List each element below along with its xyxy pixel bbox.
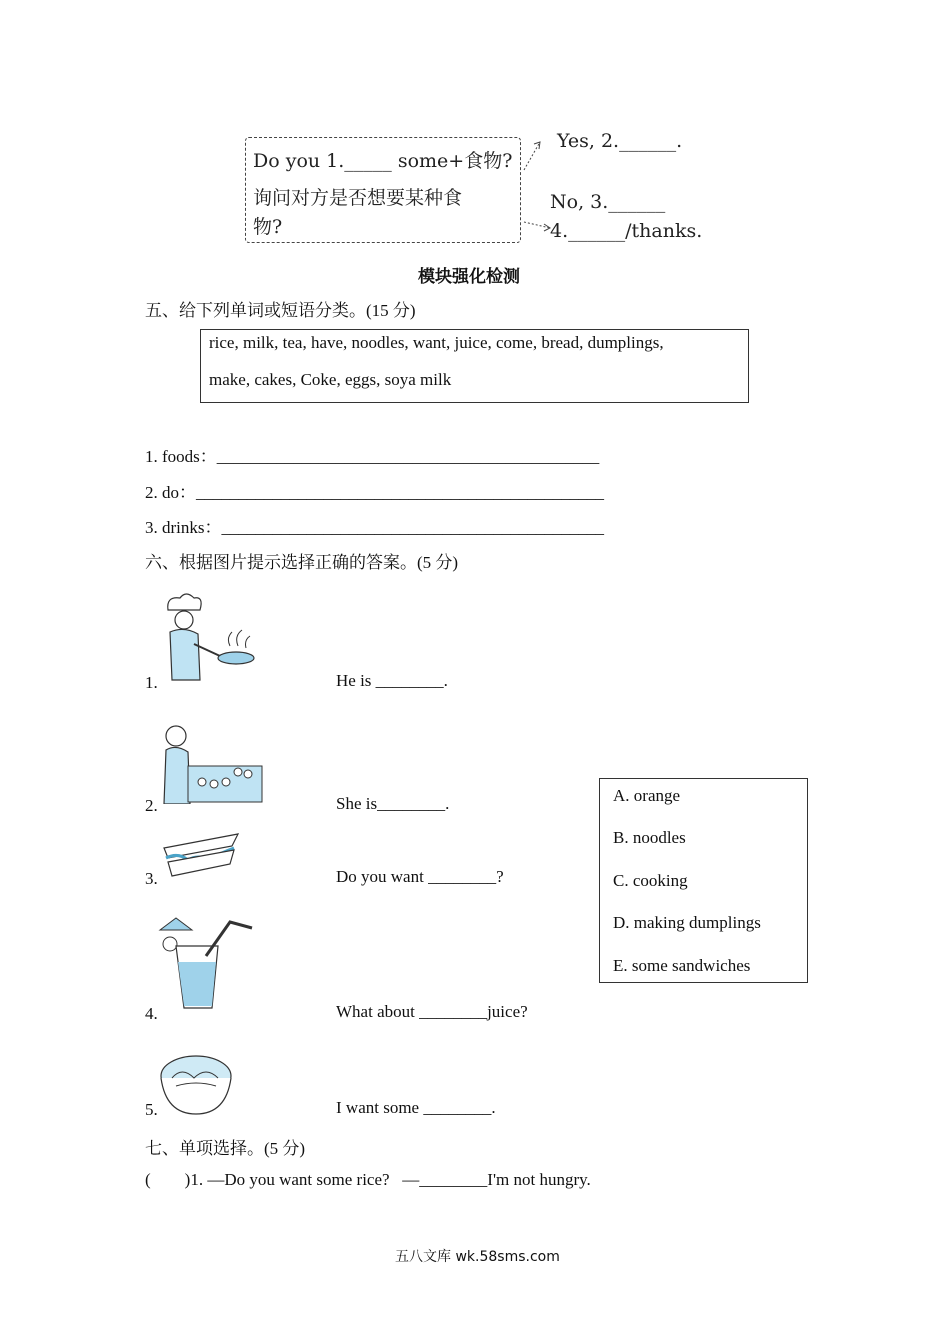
q3-text: Do you want ________? bbox=[336, 867, 504, 886]
dumpling-shape bbox=[210, 780, 218, 788]
question-line: Do you 1._____ some+食物? bbox=[253, 150, 513, 172]
woman-making-dumplings-picture bbox=[162, 722, 264, 804]
option-a: A. orange bbox=[613, 786, 681, 805]
dumpling-shape bbox=[222, 778, 230, 786]
chef-head-shape bbox=[175, 611, 193, 629]
q5-number: 5. bbox=[145, 1100, 158, 1119]
module-title: 模块强化检测 bbox=[418, 267, 520, 286]
chef-body-shape bbox=[170, 629, 200, 680]
section6-heading: 六、根据图片提示选择正确的答案。(5 分) bbox=[145, 553, 459, 572]
section7-heading: 七、单项选择。(5 分) bbox=[145, 1139, 306, 1158]
noodle-bowl-picture bbox=[158, 1052, 234, 1118]
sandwich-picture bbox=[158, 830, 244, 882]
answer-thanks: 4.______/thanks. bbox=[550, 220, 703, 242]
classify-foods: 1. foods：_____________________________________________ bbox=[145, 447, 600, 466]
q2-number: 2. bbox=[145, 796, 158, 815]
q3-number: 3. bbox=[145, 869, 158, 888]
chef-cooking-picture bbox=[158, 592, 258, 682]
classify-do: 2. do：________________________________________________ bbox=[145, 483, 604, 502]
option-b: B. noodles bbox=[613, 828, 686, 847]
chef-hat-shape bbox=[168, 594, 201, 610]
orange-slice-shape bbox=[163, 937, 177, 951]
pan-shape bbox=[218, 652, 254, 664]
q5-text: I want some ________. bbox=[336, 1098, 496, 1117]
umbrella-shape bbox=[160, 918, 192, 930]
option-e: E. some sandwiches bbox=[613, 956, 751, 975]
q1-text: He is ________. bbox=[336, 671, 448, 690]
word-bank-line1: rice, milk, tea, have, noodles, want, juice, come, bread, dumplings, bbox=[209, 333, 664, 352]
option-c: C. cooking bbox=[613, 871, 688, 890]
option-d: D. making dumplings bbox=[613, 913, 761, 932]
q4-text: What about ________juice? bbox=[336, 1002, 528, 1021]
q1-number: 1. bbox=[145, 673, 158, 692]
juice-glass-picture bbox=[156, 916, 256, 1016]
q4-number: 4. bbox=[145, 1004, 158, 1023]
question-cn-line2: 物? bbox=[253, 216, 283, 238]
footer-source: 五八文库 wk.58sms.com bbox=[395, 1249, 560, 1265]
answer-no: No, 3.______ bbox=[550, 191, 666, 213]
q2-text: She is________. bbox=[336, 794, 450, 813]
woman-head-shape bbox=[166, 726, 186, 746]
word-bank-line2: make, cakes, Coke, eggs, soya milk bbox=[209, 370, 452, 389]
dumpling-shape bbox=[244, 770, 252, 778]
classify-drinks: 3. drinks：_____________________________________________ bbox=[145, 518, 604, 537]
question-cn-line1: 询问对方是否想要某种食 bbox=[253, 187, 463, 209]
dumpling-shape bbox=[198, 778, 206, 786]
steam-shape bbox=[228, 630, 250, 648]
woman-body-shape bbox=[164, 747, 190, 804]
arrow-up bbox=[524, 142, 540, 170]
juice-shape bbox=[178, 962, 216, 1006]
section7-q1: ( )1. —Do you want some rice? —________I'm not hungry. bbox=[145, 1170, 591, 1189]
answer-yes: Yes, 2.______. bbox=[557, 130, 683, 152]
dumpling-shape bbox=[234, 768, 242, 776]
section5-heading: 五、给下列单词或短语分类。(15 分) bbox=[145, 301, 416, 320]
